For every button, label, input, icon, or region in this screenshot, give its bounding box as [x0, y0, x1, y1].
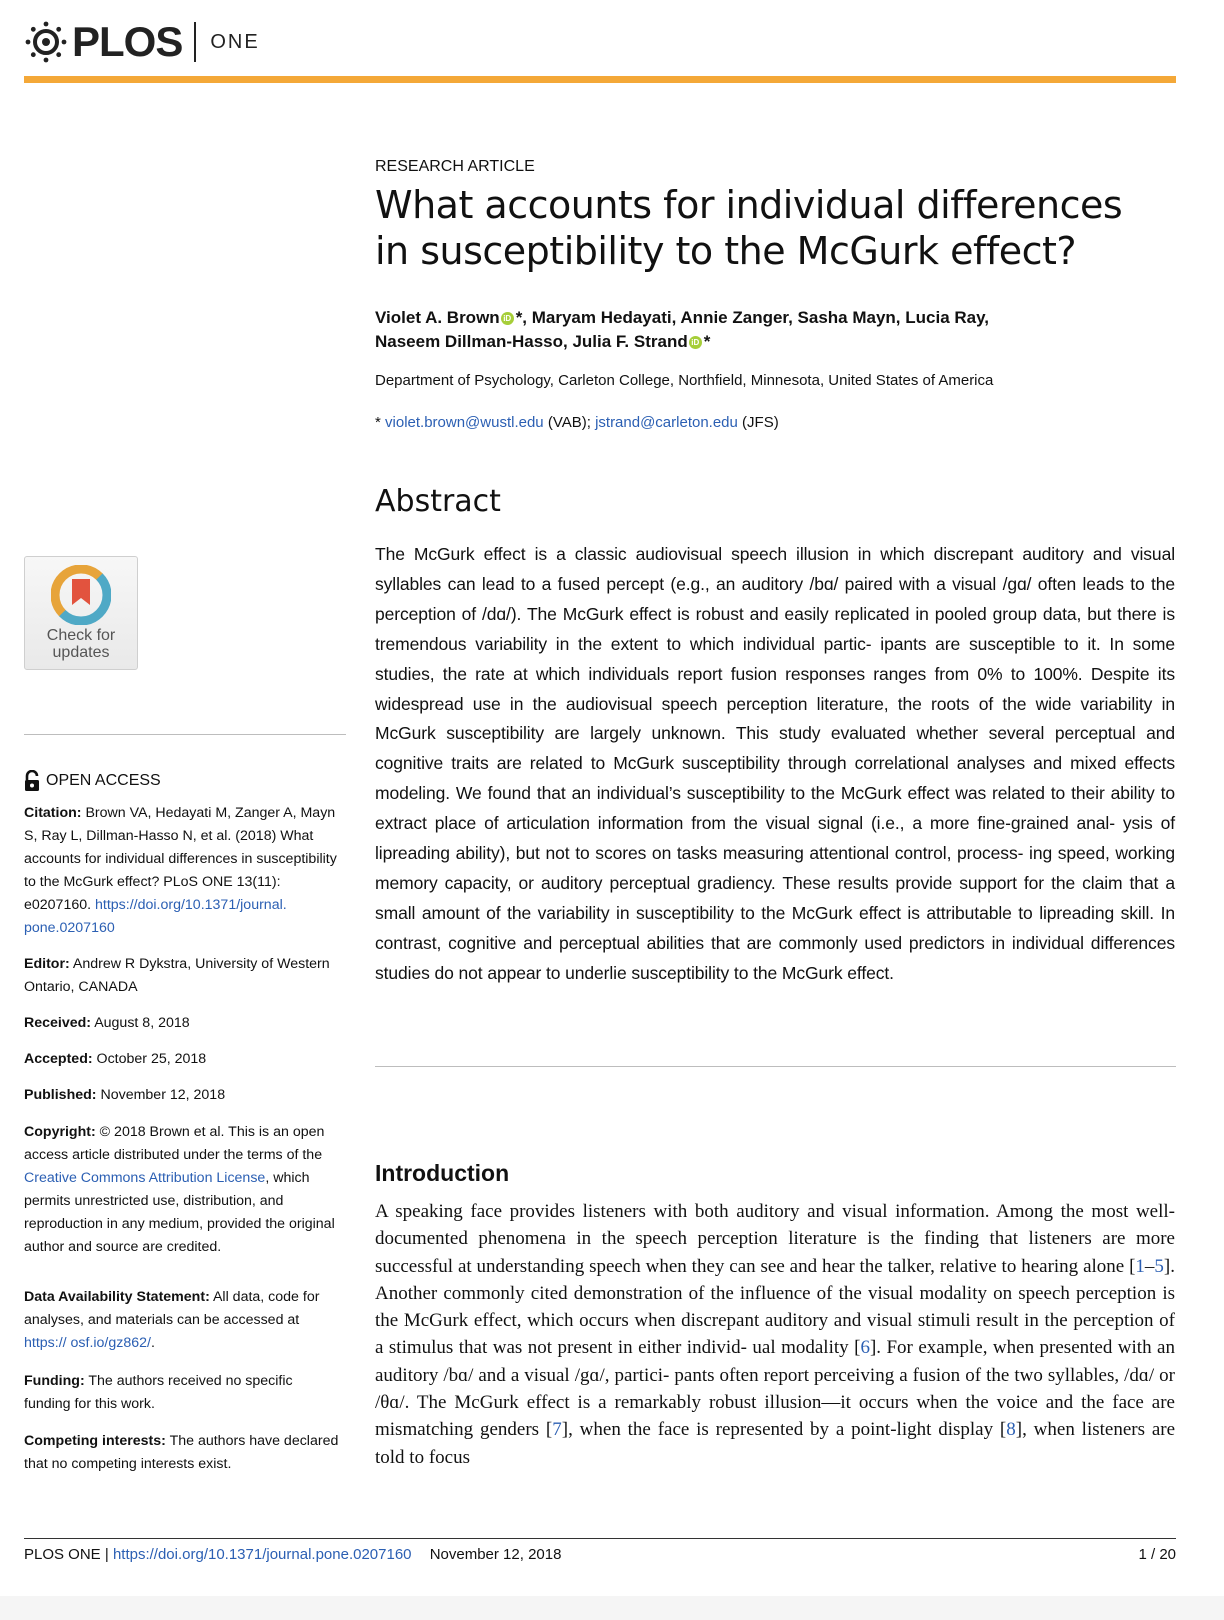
introduction-heading: Introduction: [375, 1160, 510, 1186]
citation-label: Citation:: [24, 805, 82, 821]
reference-link[interactable]: 5: [1154, 1255, 1164, 1277]
open-lock-icon: [24, 770, 40, 792]
open-access-badge: [24, 770, 161, 792]
copyright-label: Copyright:: [24, 1124, 96, 1140]
competing-interests-text: The authors have declared that no competing interests exist.: [24, 1433, 339, 1472]
journal-name: ONE: [210, 30, 260, 53]
copyright-text: , which permits unrestricted use, distribution, and reproduction in any medium, provided the original author and source are credited.: [24, 1170, 335, 1255]
received-text: August 8, 2018: [91, 1015, 190, 1031]
footer-date: November 12, 2018: [429, 1546, 562, 1563]
author-line-1b: *, Maryam Hedayati, Annie Zanger, Sasha Mayn, Lucia Ray,: [515, 308, 990, 327]
plos-logo[interactable]: [24, 20, 260, 64]
published-text: November 12, 2018: [96, 1087, 226, 1103]
footer-journal: PLOS ONE |: [24, 1546, 113, 1563]
author-line-1a: Violet A. Brown: [375, 308, 500, 327]
abstract-heading: Abstract: [375, 484, 501, 519]
accepted-label: Accepted:: [24, 1051, 93, 1067]
correspondence-tag: (JFS): [737, 414, 779, 431]
accepted-date: [24, 1048, 342, 1071]
copyright-text: © 2018 Brown et al. This is an open access article distributed under the terms of the: [24, 1124, 325, 1163]
intro-text-segment: ], when listeners are told to focus: [375, 1419, 1176, 1468]
editor-block: [24, 953, 342, 999]
published-date: [24, 1084, 342, 1107]
intro-text-segment: ], when the face is represented by a point-light display [: [561, 1419, 1007, 1441]
funding-label: Funding:: [24, 1373, 85, 1389]
data-availability-text: .: [150, 1335, 155, 1351]
reference-link[interactable]: 7: [552, 1419, 562, 1441]
affiliation: Department of Psychology, Carleton College, Northfield, Minnesota, United States of America: [375, 372, 994, 389]
intro-text-segment: ]. Another commonly cited demonstration of the influence of the visual modality on speech perception is the McGurk effect, which occurs when discrepant auditory and visual stimuli result in the perception of a stimulus that was not present in either individ- ual modality [: [375, 1255, 1175, 1359]
editor-text: Andrew R Dykstra, University of Western Ontario, CANADA: [24, 956, 330, 995]
sidebar-divider: [24, 734, 346, 735]
author-line-2a: Naseem Dillman-Hasso, Julia F. Strand: [375, 332, 688, 351]
reference-link[interactable]: 8: [1006, 1419, 1016, 1441]
citation-text: Brown VA, Hedayati M, Zanger A, Mayn S, Ray L, Dillman-Hasso N, et al. (2018) What accounts for individual differences in susceptibility to the McGurk effect? PLoS ONE 13(11): e0207160.: [24, 805, 337, 913]
orcid-icon[interactable]: iD: [689, 336, 702, 349]
plos-emblem-icon: [24, 20, 68, 64]
email-link-brown[interactable]: violet.brown@wustl.edu: [385, 414, 544, 431]
page-bottom-margin: [0, 1596, 1224, 1620]
osf-link[interactable]: https:// osf.io/gz862/: [24, 1335, 151, 1351]
footer-divider: [24, 1538, 1176, 1539]
received-date: [24, 1012, 342, 1035]
check-for-updates-button[interactable]: [24, 556, 138, 670]
accepted-text: October 25, 2018: [92, 1051, 207, 1067]
funding-block: [24, 1370, 342, 1416]
competing-interests-block: [24, 1430, 342, 1476]
data-availability-text: All data, code for analyses, and materials can be accessed at: [24, 1289, 320, 1328]
data-availability-label: Data Availability Statement:: [24, 1289, 210, 1305]
logo-text: PLOS: [72, 18, 183, 65]
data-availability-block: [24, 1286, 342, 1355]
competing-interests-label: Competing interests:: [24, 1433, 166, 1449]
page-footer: [24, 1546, 1176, 1563]
logo-divider: [194, 22, 196, 62]
correspondence-prefix: *: [375, 414, 386, 431]
abstract-text: The McGurk effect is a classic audiovisual speech illusion in which discrepant auditory and visual syllables can lead to a fused percept (e.g., an auditory /bɑ/ paired with a visual /gɑ/ often leads to the perception of /dɑ/). The McGurk effect is robust and easily replicated in pooled group data, but there is tremendous variability in the extent to which individual partic- ipants are susceptible to it. In some studies, the rate at which individuals report fusion responses ranges from 0% to 100%. Despite its widespread use in the audiovisual speech perception literature, the roots of the wide variability in McGurk susceptibility are largely unknown. This study evaluated whether several perceptual and cognitive traits are related to McGurk susceptibility through correlational analyses and mixed effects modeling. We found that an individual’s susceptibility to the McGurk effect was related to their ability to extract place of articulation information from the visual signal (i.e., a more fine-grained anal- ysis of lipreading ability), but not to scores on tasks measuring attentional control, process- ing speed, working memory capacity, or auditory perceptual gradiency. These results provide support for the claim that a small amount of the variability in susceptibility to the McGurk effect is attributable to lipreading skill. In contrast, cognitive and perceptual abilities that are commonly used predictors in individual differences studies do not appear to underlie susceptibility to the McGurk effect.: [375, 544, 1175, 983]
orcid-icon[interactable]: iD: [501, 312, 514, 325]
page-number: 1 / 20: [1138, 1546, 1176, 1563]
header-accent-bar: [24, 76, 1176, 83]
article-title: What accounts for individual differences in susceptibility to the McGurk effect?: [375, 183, 1123, 273]
check-for-updates-label: Check for updates: [46, 627, 116, 661]
correspondence-tag: (VAB);: [543, 414, 596, 431]
footer-doi-link[interactable]: https://doi.org/10.1371/journal.pone.0207160: [112, 1546, 412, 1563]
citation-block: [24, 802, 342, 940]
copyright-block: [24, 1121, 342, 1259]
license-link[interactable]: Creative Commons Attribution License: [24, 1170, 266, 1186]
funding-text: The authors received no specific funding for this work.: [24, 1373, 293, 1412]
abstract-divider: [375, 1066, 1176, 1067]
reference-link[interactable]: 6: [860, 1337, 870, 1359]
email-link-strand[interactable]: jstrand@carleton.edu: [595, 414, 738, 431]
intro-text-segment: –: [1144, 1255, 1155, 1277]
correspondence: [375, 414, 779, 431]
author-line-2b: *: [703, 332, 711, 351]
open-access-label: OPEN ACCESS: [46, 772, 161, 789]
article-type: RESEARCH ARTICLE: [375, 158, 535, 175]
editor-label: Editor:: [24, 956, 70, 972]
reference-link[interactable]: 1: [1135, 1255, 1145, 1277]
intro-text-segment: A speaking face provides listeners with both auditory and visual information. Among the most well-documented phenomena in the speech perception literature is the finding that listeners are more successful at understanding speech when they can see and hear the talker, relative to hearing alone [: [375, 1201, 1175, 1277]
published-label: Published:: [24, 1087, 97, 1103]
citation-doi-link[interactable]: https://doi.org/10.1371/journal. pone.0207160: [24, 897, 287, 936]
received-label: Received:: [24, 1015, 92, 1031]
author-list: [375, 306, 1155, 354]
crossmark-icon: [51, 565, 111, 625]
introduction-text: [375, 1198, 1175, 1471]
intro-text-segment: ]. For example, when presented with an auditory /bɑ/ and a visual /gɑ/, partici- pants often report perceiving a fusion of the two syllables, /dɑ/ or /θɑ/. The McGurk effect is a remarkably robust illusion—it occurs when the voice and the face are mismatching genders [: [375, 1337, 1175, 1441]
